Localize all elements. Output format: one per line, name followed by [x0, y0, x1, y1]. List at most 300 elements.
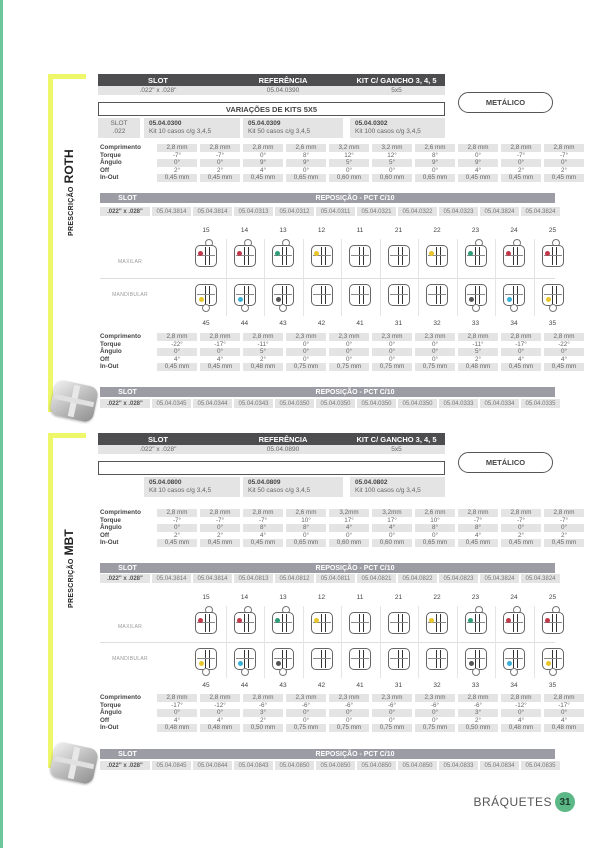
reposition-row	[100, 574, 560, 583]
reposition-code: 05.04.0350	[316, 399, 355, 408]
color-dot	[275, 618, 280, 623]
spec-cell: 2°	[173, 531, 181, 539]
spec-cell: 0,75 mm	[286, 363, 326, 371]
spec-cell: -17°	[558, 701, 570, 709]
spec-cell: 9°	[415, 159, 455, 167]
spec-cell: 2,8 mm	[501, 509, 541, 517]
lower-spec-table	[97, 333, 587, 371]
spec-cell: 2°	[560, 166, 568, 174]
spec-cell: 0°	[544, 524, 584, 532]
spec-cell: 17°	[344, 516, 354, 524]
spec-cell: 2°	[259, 716, 267, 724]
spec-cell: 0°	[345, 355, 353, 363]
spec-cell: -7°	[258, 516, 268, 524]
spec-row	[100, 702, 584, 710]
bracket-icon	[234, 245, 256, 267]
spec-label: In-Out	[100, 363, 119, 370]
spec-cell: -6°	[344, 701, 354, 709]
tooth-divider	[534, 606, 535, 678]
spec-row	[100, 167, 584, 175]
spec-cell: 9°	[458, 159, 498, 167]
color-dot	[237, 618, 242, 623]
spec-label: Ângulo	[100, 524, 122, 531]
spec-cell: 0°	[474, 151, 482, 159]
bracket-icon	[349, 284, 371, 306]
tooth-number: 23	[471, 227, 480, 234]
reposition-slot: .022" x .028"	[100, 761, 150, 770]
spec-row	[100, 524, 584, 532]
spec-cell: 2,8 mm	[200, 694, 240, 702]
arch-divider	[100, 642, 555, 643]
reposition-code: 05.04.0834	[480, 761, 519, 770]
spec-cell: 0°	[544, 348, 584, 356]
bracket-icon	[542, 284, 564, 306]
color-dot	[468, 251, 473, 256]
spec-cell: 0°	[431, 340, 439, 348]
spec-cell: 0°	[302, 340, 310, 348]
spec-cell: 4°	[560, 716, 568, 724]
color-dot	[199, 661, 204, 666]
tooth-number: 13	[279, 227, 287, 234]
spec-row	[100, 509, 584, 517]
spec-cell: 2,6 mm	[286, 144, 326, 152]
tooth-divider	[226, 239, 227, 316]
material-badge: METÁLICO	[458, 452, 553, 473]
tooth-number: 11	[356, 227, 364, 234]
bracket-photo	[49, 741, 100, 785]
bracket-icon	[426, 245, 448, 267]
spec-row	[100, 144, 584, 152]
spec-cell: 3,2mm	[329, 509, 369, 517]
tooth-divider	[303, 239, 304, 316]
footer-section-label: BRÁQUETES	[473, 795, 552, 809]
reposition-code: 05.04.3814	[193, 207, 232, 216]
spec-cell: 3°	[243, 709, 283, 717]
spec-cell: 0,75 mm	[372, 724, 412, 732]
tooth-number: 31	[394, 682, 403, 689]
lower-reposition-table	[98, 761, 562, 770]
upper-reposition-header: SLOT REPOSIÇÃO - PCT C/10	[100, 193, 555, 203]
reposition-code: 05.04.0850	[275, 761, 314, 770]
reposition-code: 05.04.0323	[439, 207, 478, 216]
spec-cell: 0,75 mm	[372, 363, 412, 371]
spec-cell: 0,65 mm	[415, 539, 455, 547]
reposition-slot: .022" x .028"	[100, 207, 150, 216]
spec-cell: 0,75 mm	[415, 724, 455, 732]
spec-cell: 0,60 mm	[329, 539, 369, 547]
tooth-number: 13	[279, 594, 287, 601]
hook-icon	[241, 304, 249, 312]
upper-spec-table	[97, 144, 587, 182]
spec-cell: -6°	[301, 701, 311, 709]
spec-cell: 2,3 mm	[372, 694, 412, 702]
reposition-code: 05.04.0335	[521, 399, 560, 408]
color-dot	[276, 661, 281, 666]
spec-cell: 8°	[415, 524, 455, 532]
spec-label: Comprimento	[100, 144, 141, 151]
tooth-number: 12	[317, 594, 326, 601]
tooth-number: 25	[548, 227, 557, 234]
bracket-icon	[311, 612, 333, 634]
tooth-number: 44	[240, 682, 249, 689]
reposition-row	[100, 761, 560, 770]
spec-cell: -6°	[387, 701, 397, 709]
color-dot	[199, 297, 204, 302]
spec-label: Ângulo	[100, 348, 122, 355]
spec-cell: 0°	[302, 355, 310, 363]
spec-cell: 0,75 mm	[415, 363, 455, 371]
arch-divider	[100, 278, 555, 279]
spec-cell: 10°	[301, 516, 311, 524]
color-dot	[507, 661, 512, 666]
spec-cell: -7°	[559, 516, 569, 524]
spec-cell: 2°	[173, 166, 181, 174]
spec-cell: 2,8 mm	[243, 509, 283, 517]
spec-cell: 2°	[259, 355, 267, 363]
tooth-number: 15	[202, 227, 210, 234]
spec-label: Comprimento	[100, 333, 141, 340]
tooth-number: 34	[510, 682, 518, 689]
spec-cell: 2,8 mm	[501, 144, 541, 152]
color-dot	[546, 297, 551, 302]
bracket-icon	[388, 245, 410, 267]
reposition-code: 05.04.0311	[316, 207, 355, 216]
spec-cell: 4°	[474, 531, 482, 539]
spec-cell: 0°	[345, 340, 353, 348]
spec-cell: 3°	[458, 709, 498, 717]
bracket-icon	[465, 284, 487, 306]
spec-cell: -17°	[515, 340, 527, 348]
kit-option: 05.04.0800 Kit 10 casos c/g 3,4,5	[144, 477, 240, 497]
bracket-icon	[388, 612, 410, 634]
spec-cell: 0,60 mm	[372, 174, 412, 182]
spec-cell: 4°	[173, 716, 181, 724]
spec-cell: 0,65 mm	[415, 174, 455, 182]
lower-reposition-header: SLOT REPOSIÇÃO - PCT C/10	[100, 387, 555, 397]
spec-cell: 2,8 mm	[544, 509, 584, 517]
spec-cell: 0°	[345, 531, 353, 539]
spec-cell: 0,75 mm	[329, 363, 369, 371]
bracket-icon	[503, 284, 525, 306]
spec-cell: 4°	[372, 524, 412, 532]
spec-cell: 0°	[388, 716, 396, 724]
color-dot	[545, 251, 550, 256]
tooth-divider	[457, 606, 458, 678]
tooth-number: 21	[394, 594, 403, 601]
tooth-divider	[418, 239, 419, 316]
maxilar-label: MAXILAR	[117, 624, 143, 630]
reposition-code: 05.04.0843	[234, 761, 273, 770]
spec-cell: 0,45 mm	[243, 174, 283, 182]
spec-cell: -22°	[558, 340, 570, 348]
spec-cell: 0,65 mm	[286, 539, 326, 547]
color-dot	[238, 297, 243, 302]
color-dot	[237, 251, 242, 256]
spec-cell: 4°	[517, 716, 525, 724]
spec-cell: 2°	[216, 166, 224, 174]
spec-cell: 4°	[259, 531, 267, 539]
reposition-code: 05.04.0850	[316, 761, 355, 770]
spec-cell: 0,48 mm	[157, 724, 197, 732]
spec-cell: 0°	[200, 159, 240, 167]
spec-cell: -7°	[473, 516, 483, 524]
tooth-divider	[534, 239, 535, 316]
top-values: .022" x .028" 05.04.0890 5x5	[98, 445, 445, 454]
spec-row	[100, 159, 584, 167]
kit-slot: SLOT .022	[98, 118, 140, 138]
tooth-number: 41	[356, 320, 364, 327]
spec-cell: 2,8 mm	[200, 509, 240, 517]
spec-cell: -12°	[515, 701, 527, 709]
spec-cell: 2,3 mm	[372, 333, 412, 341]
tooth-divider	[457, 239, 458, 316]
spec-cell: 0°	[157, 159, 197, 167]
reposition-code: 05.04.0823	[439, 574, 478, 583]
spec-cell: 2,8 mm	[243, 694, 283, 702]
spec-cell: 4°	[329, 524, 369, 532]
spec-cell: 0,50 mm	[243, 724, 283, 732]
tooth-number: 35	[548, 320, 557, 327]
spec-cell: 0,60 mm	[372, 539, 412, 547]
spec-cell: 0°	[302, 531, 310, 539]
spec-cell: 0°	[329, 348, 369, 356]
spec-cell: -7°	[516, 151, 526, 159]
mandibular-label: MANDIBULAR	[112, 656, 148, 662]
spec-cell: 12°	[387, 151, 397, 159]
bracket-icon	[195, 245, 217, 267]
spec-cell: 3,2mm	[372, 509, 412, 517]
tooth-divider	[418, 606, 419, 678]
spec-cell: 2,8 mm	[157, 694, 197, 702]
tooth-divider	[264, 606, 265, 678]
spec-row	[100, 532, 584, 540]
reposition-code: 05.04.0845	[152, 761, 191, 770]
spec-cell: -7°	[215, 151, 225, 159]
reposition-code: 05.04.0312	[275, 207, 314, 216]
spec-cell: 0,65 mm	[286, 174, 326, 182]
spec-cell: 0°	[544, 159, 584, 167]
spec-cell: 0°	[372, 709, 412, 717]
material-badge: METÁLICO	[458, 92, 553, 113]
bracket-icon	[349, 245, 371, 267]
spec-label: In-Out	[100, 539, 119, 546]
spec-cell: 2°	[474, 355, 482, 363]
spec-row	[100, 539, 584, 547]
spec-cell: 0°	[345, 166, 353, 174]
reposition-code: 05.04.0334	[480, 399, 519, 408]
spec-cell: 2,3 mm	[415, 333, 455, 341]
page-edge-stripe	[0, 0, 3, 848]
color-dot	[468, 618, 473, 623]
tooth-number: 41	[356, 682, 364, 689]
spec-cell: 0°	[200, 709, 240, 717]
bracket-icon	[311, 284, 333, 306]
reposition-code: 05.04.0343	[234, 399, 273, 408]
spec-cell: 8°	[431, 151, 439, 159]
color-dot	[546, 661, 551, 666]
bracket-icon	[465, 648, 487, 670]
lower-reposition-table	[98, 399, 562, 408]
color-dot	[198, 618, 203, 623]
spec-cell: 2°	[216, 531, 224, 539]
reposition-code: 05.04.0821	[357, 574, 396, 583]
spec-cell: 3,2 mm	[329, 144, 369, 152]
spec-cell: 2,8 mm	[458, 333, 498, 341]
reposition-code: 05.04.0322	[398, 207, 437, 216]
reposition-row	[100, 207, 560, 216]
spec-cell: -17°	[171, 701, 183, 709]
upper-spec-table	[97, 509, 587, 547]
spec-cell: 0°	[501, 348, 541, 356]
spec-cell: 4°	[560, 355, 568, 363]
spec-cell: -7°	[559, 151, 569, 159]
spec-cell: 2,8 mm	[458, 144, 498, 152]
spec-cell: 2°	[474, 716, 482, 724]
tooth-number: 42	[317, 682, 326, 689]
spec-cell: 0°	[259, 151, 267, 159]
spec-cell: -7°	[172, 516, 182, 524]
spec-label: In-Out	[100, 174, 119, 181]
reposition-code: 05.04.3824	[480, 207, 519, 216]
spec-cell: 0,48 mm	[200, 724, 240, 732]
tooth-number: 33	[471, 320, 480, 327]
lower-reposition-header: SLOT REPOSIÇÃO - PCT C/10	[100, 749, 555, 759]
spec-cell: 2,3 mm	[286, 333, 326, 341]
top-header: SLOT REFERÊNCIA KIT C/ GANCHO 3, 4, 5	[98, 74, 445, 86]
spec-cell: -22°	[171, 340, 183, 348]
spec-cell: 3,2 mm	[372, 144, 412, 152]
spec-row	[100, 348, 584, 356]
tooth-number: 15	[202, 594, 210, 601]
kit-option: 05.04.0302 Kit 100 casos c/g 3,4,5	[350, 118, 445, 138]
spec-cell: 0°	[415, 709, 455, 717]
spec-row	[100, 152, 584, 160]
reposition-code: 05.04.3814	[193, 574, 232, 583]
spec-row	[100, 709, 584, 717]
spec-cell: 8°	[243, 524, 283, 532]
spec-cell: 2,6 mm	[415, 144, 455, 152]
bracket-icon	[311, 648, 333, 670]
reposition-row	[100, 399, 560, 408]
spec-cell: 2,6 mm	[286, 509, 326, 517]
spec-label: Off	[100, 531, 110, 539]
hook-icon	[510, 668, 518, 676]
bracket-icon	[311, 245, 333, 267]
spec-cell: 5°	[243, 348, 283, 356]
spec-cell: 5°	[458, 348, 498, 356]
tooth-number: 25	[548, 594, 557, 601]
upper-reposition-table	[98, 574, 562, 583]
spec-row	[100, 694, 584, 702]
top-values: .022" x .028" 05.04.0390 5x5	[98, 86, 445, 95]
bracket-icon	[465, 245, 487, 267]
spec-cell: 0°	[200, 524, 240, 532]
reposition-code: 05.04.0350	[398, 399, 437, 408]
spec-cell: -12°	[214, 701, 226, 709]
reposition-code: 05.04.0313	[234, 207, 273, 216]
bracket-icon	[272, 245, 294, 267]
spec-label: Torque	[100, 340, 121, 348]
yellow-bracket-top	[48, 433, 86, 438]
color-dot	[469, 661, 474, 666]
hook-icon	[472, 668, 480, 676]
reposition-code: 05.04.0850	[357, 761, 396, 770]
reposition-slot: .022" x .028"	[100, 399, 150, 408]
reposition-code: 05.04.0350	[275, 399, 314, 408]
spec-cell: 2,3 mm	[415, 694, 455, 702]
spec-cell: 2,8 mm	[200, 333, 240, 341]
bracket-icon	[426, 648, 448, 670]
spec-cell: 2,8 mm	[243, 144, 283, 152]
color-dot	[198, 251, 203, 256]
reposition-code: 05.04.0850	[398, 761, 437, 770]
spec-cell: 0°	[501, 159, 541, 167]
spec-cell: 2,8 mm	[200, 144, 240, 152]
spec-cell: 8°	[286, 524, 326, 532]
reposition-code: 05.04.3814	[152, 207, 191, 216]
hook-icon	[279, 668, 287, 676]
spec-cell: 12°	[344, 151, 354, 159]
spec-cell: 0°	[431, 355, 439, 363]
spec-cell: 0°	[286, 348, 326, 356]
teeth-diagram	[100, 225, 555, 330]
color-dot	[469, 297, 474, 302]
lower-spec-table	[97, 694, 587, 732]
reposition-code: 05.04.0811	[316, 574, 355, 583]
reposition-code: 05.04.3824	[521, 574, 560, 583]
spec-cell: 0°	[388, 531, 396, 539]
reposition-code: 05.04.0813	[234, 574, 273, 583]
hook-icon	[202, 668, 210, 676]
spec-cell: 0,45 mm	[458, 174, 498, 182]
tooth-number: 33	[471, 682, 480, 689]
spec-cell: 2,8 mm	[544, 144, 584, 152]
tooth-number: 42	[317, 320, 326, 327]
color-dot	[545, 618, 550, 623]
spec-label: Torque	[100, 516, 121, 524]
bracket-photo	[49, 379, 100, 423]
spec-cell: 0,45 mm	[157, 363, 197, 371]
bracket-icon	[503, 245, 525, 267]
spec-cell: 0,60 mm	[329, 174, 369, 182]
spec-cell: -7°	[516, 516, 526, 524]
prescription-title: PRESCRIÇÃOMBT	[62, 529, 76, 608]
reposition-code: 05.04.0344	[193, 399, 232, 408]
spec-row	[100, 341, 584, 349]
spec-cell: 2,8 mm	[458, 509, 498, 517]
mandibular-label: MANDIBULAR	[112, 292, 148, 299]
tooth-number: 14	[240, 594, 249, 601]
kit-option: 05.04.0809 Kit 50 casos c/g 3,4,5	[243, 477, 343, 497]
teeth-diagram	[100, 592, 555, 692]
prescription-title: PRESCRIÇÃOROTH	[62, 149, 76, 236]
spec-cell: -6°	[473, 701, 483, 709]
spec-cell: 2°	[517, 166, 525, 174]
spec-row	[100, 517, 584, 525]
spec-row	[100, 717, 584, 725]
bracket-icon	[426, 284, 448, 306]
hook-icon	[510, 304, 518, 312]
bracket-icon	[272, 284, 294, 306]
spec-cell: 0,45 mm	[200, 363, 240, 371]
top-header: SLOT REFERÊNCIA KIT C/ GANCHO 3, 4, 5	[98, 433, 445, 445]
tooth-number: 24	[510, 594, 518, 601]
yellow-bracket-top	[48, 74, 86, 79]
kit-variations-title	[98, 461, 445, 475]
bracket-icon	[388, 284, 410, 306]
spec-cell: 4°	[216, 355, 224, 363]
bracket-icon	[272, 648, 294, 670]
